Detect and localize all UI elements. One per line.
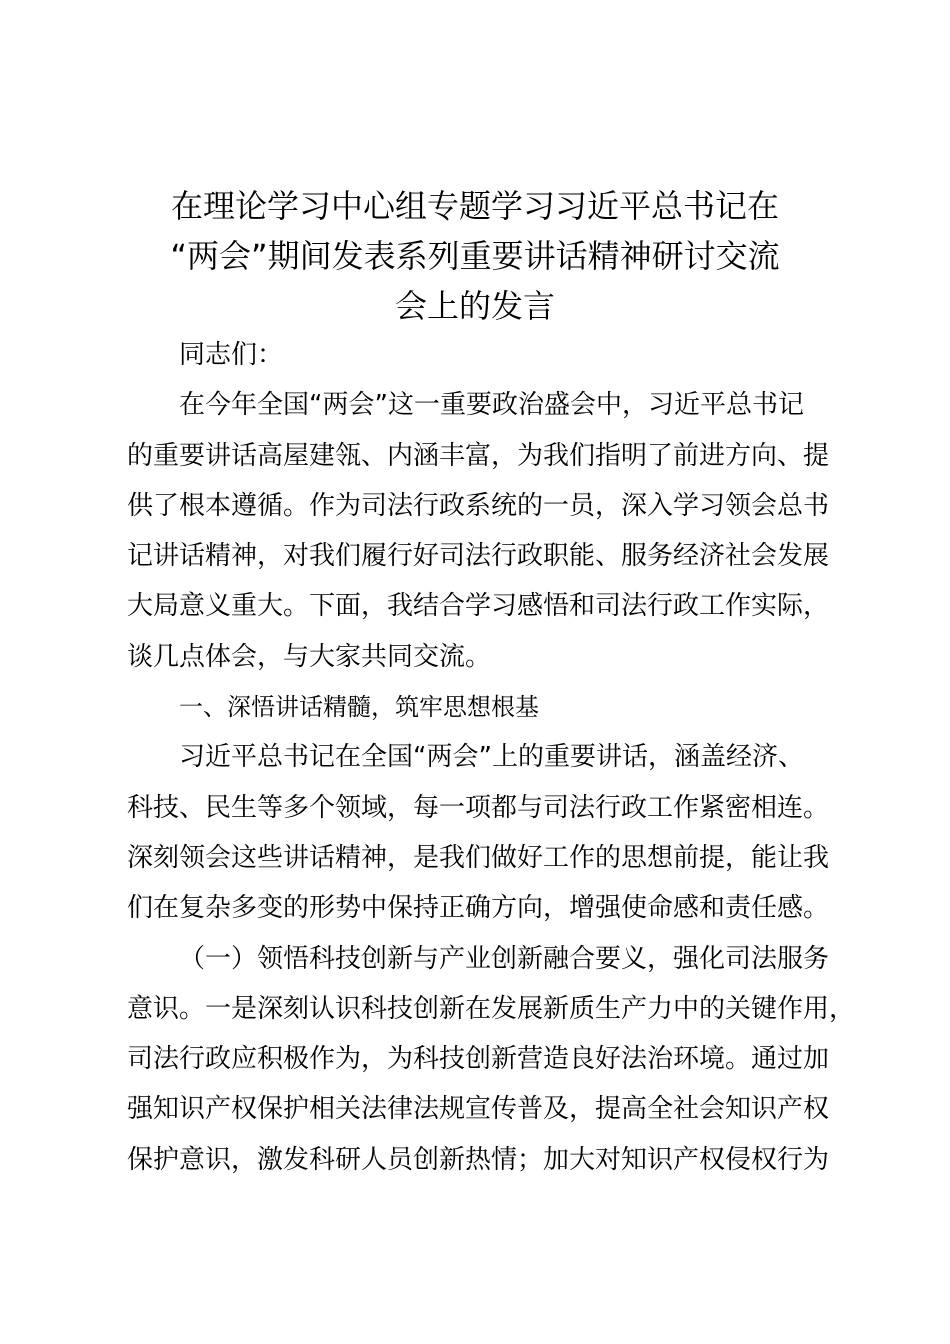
paragraph-line: 科技、民生等多个领域，每一项都与司法行政工作紧密相连。 (127, 792, 830, 823)
paragraph-line: 们在复杂多变的形势中保持正确方向，增强使命感和责任感。 (127, 893, 830, 924)
paragraph-line: （一）领悟科技创新与产业创新融合要义，强化司法服务 (179, 943, 830, 974)
title-line-2: “两会”期间发表系列重要讲话精神研讨交流 (170, 237, 780, 275)
greeting: 同志们： (179, 340, 284, 370)
paragraph-1 (127, 380, 837, 682)
section-heading: 一、深悟讲话精髓，筑牢思想根基 (179, 693, 539, 722)
paragraph-2 (127, 732, 837, 933)
title-line-3: 会上的发言 (394, 287, 555, 325)
paragraph-line: 记讲话精神，对我们履行好司法行政职能、服务经济社会发展 (127, 541, 830, 572)
paragraph-line: 司法行政应积极作为，为科技创新营造良好法治环境。通过加 (127, 1044, 830, 1075)
paragraph-line: 保护意识，激发科研人员创新热情；加大对知识产权侵权行为 (127, 1144, 830, 1175)
paragraph-line: 大局意义重大。下面，我结合学习感悟和司法行政工作实际， (127, 591, 830, 622)
paragraph-line: 强知识产权保护相关法律法规宣传普及，提高全社会知识产权 (127, 1094, 830, 1125)
document-body (127, 330, 856, 1185)
paragraph-3 (127, 934, 856, 1185)
title-line-1: 在理论学习中心组专题学习习近平总书记在 (170, 187, 779, 225)
paragraph-line: 谈几点体会，与大家共同交流。 (127, 641, 492, 672)
paragraph-line: 习近平总书记在全国“两会”上的重要讲话，涵盖经济、 (179, 742, 804, 773)
document-title (120, 181, 830, 331)
paragraph-line: 深刻领会这些讲话精神，是我们做好工作的思想前提，能让我 (127, 842, 830, 873)
paragraph-line: 意识。一是深刻认识科技创新在发展新质生产力中的关键作用， (127, 993, 856, 1024)
paragraph-line: 供了根本遵循。作为司法行政系统的一员，深入学习领会总书 (127, 490, 830, 521)
paragraph-line: 的重要讲话高屋建瓴、内涵丰富，为我们指明了前进方向、提 (127, 440, 830, 471)
paragraph-line: 在今年全国“两会”这一重要政治盛会中，习近平总书记 (179, 390, 804, 421)
